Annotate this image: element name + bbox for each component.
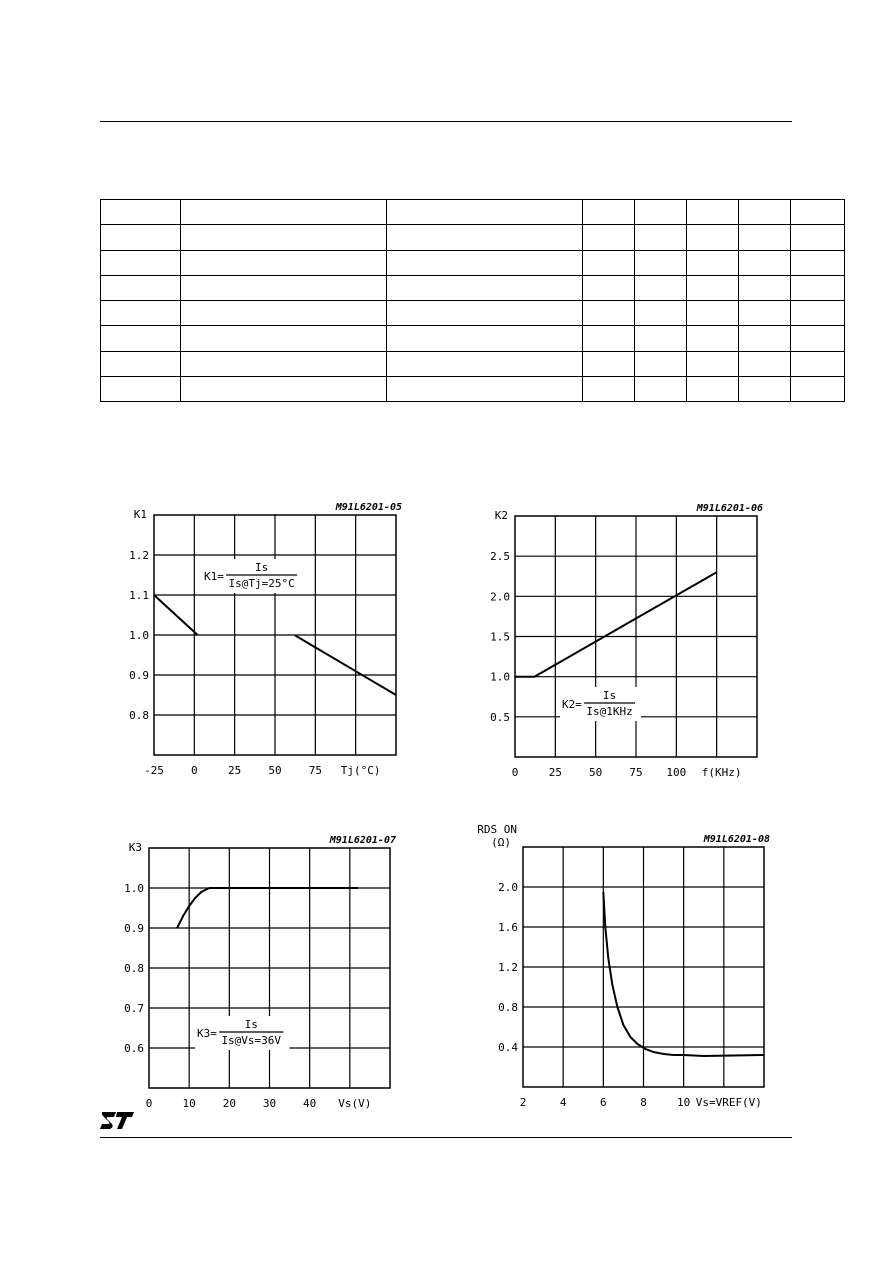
y-axis-label: K3: [128, 841, 142, 854]
x-tick-label: 50: [589, 766, 603, 779]
formula-numerator: Is: [254, 561, 269, 574]
x-axis-label: f(KHz): [701, 766, 742, 779]
y-tick-label: 2.0: [498, 881, 518, 894]
x-tick-label: 2: [519, 1096, 527, 1109]
x-tick-label: 75: [308, 764, 322, 777]
x-tick-label: 10: [677, 1096, 691, 1109]
figure-code: M91L6201-08: [703, 834, 770, 845]
y-tick-label: 0.5: [490, 710, 510, 724]
formula-prefix: K2=: [562, 698, 582, 711]
x-axis-label: Vs=VREF(V): [695, 1096, 762, 1109]
x-tick-label: 0: [145, 1097, 153, 1110]
x-tick-label: 75: [629, 766, 643, 779]
y-tick-label: 1.1: [129, 589, 149, 602]
y-tick-label: 1.0: [124, 882, 144, 895]
formula-numerator: Is: [602, 689, 617, 702]
y-axis-unit: (Ω): [491, 836, 511, 849]
x-tick-label: 40: [303, 1097, 317, 1110]
st-logo-icon: [100, 1108, 134, 1132]
figure-code: M91L6201-07: [329, 835, 396, 846]
y-tick-label: 2.5: [490, 550, 510, 564]
x-axis-label: Vs(V): [338, 1097, 372, 1110]
y-tick-label: 1.2: [498, 961, 518, 974]
x-tick-label: 50: [268, 764, 282, 777]
y-tick-label: 0.8: [498, 1001, 518, 1014]
y-tick-label: 0.9: [124, 922, 144, 935]
y-tick-label: 1.2: [129, 549, 149, 562]
formula-denominator: Is@Tj=25°C: [228, 577, 295, 590]
y-axis-label: K2: [494, 509, 508, 522]
x-tick-label: 0: [511, 766, 519, 779]
y-axis-label: RDS ON: [477, 823, 517, 836]
figure-code: M91L6201-05: [335, 502, 402, 513]
y-tick-label: 0.8: [129, 709, 149, 722]
y-tick-label: 0.8: [124, 962, 144, 975]
y-tick-label: 1.6: [498, 921, 518, 934]
formula-denominator: Is@Vs=36V: [221, 1034, 282, 1047]
y-tick-label: 0.6: [124, 1042, 144, 1055]
formula-numerator: Is: [244, 1018, 258, 1031]
x-tick-label: 10: [182, 1097, 196, 1110]
figure-code: M91L6201-06: [696, 503, 763, 514]
x-tick-label: 100: [666, 766, 687, 779]
x-tick-label: 20: [222, 1097, 236, 1110]
y-tick-label: 1.0: [129, 629, 149, 642]
formula-denominator: Is@1KHz: [586, 705, 633, 718]
x-tick-label: 25: [228, 764, 242, 777]
x-tick-label: 8: [640, 1096, 647, 1109]
x-tick-label: 25: [548, 766, 562, 779]
y-tick-label: 0.9: [129, 669, 149, 682]
y-tick-label: 0.4: [498, 1041, 518, 1054]
y-axis-label: K1: [133, 508, 147, 521]
x-tick-label: 6: [600, 1096, 607, 1109]
formula-prefix: K1=: [204, 570, 224, 583]
x-tick-label: 4: [559, 1096, 567, 1109]
x-tick-label: -25: [144, 764, 164, 777]
x-axis-label: Tj(°C): [340, 764, 381, 777]
y-tick-label: 1.5: [490, 630, 510, 644]
y-tick-label: 1.0: [490, 670, 510, 684]
x-tick-label: 0: [191, 764, 198, 777]
y-tick-label: 2.0: [490, 590, 510, 604]
y-tick-label: 0.7: [124, 1002, 144, 1015]
x-tick-label: 30: [262, 1097, 277, 1110]
footer-rule: [100, 1137, 792, 1138]
formula-prefix: K3=: [197, 1027, 217, 1040]
